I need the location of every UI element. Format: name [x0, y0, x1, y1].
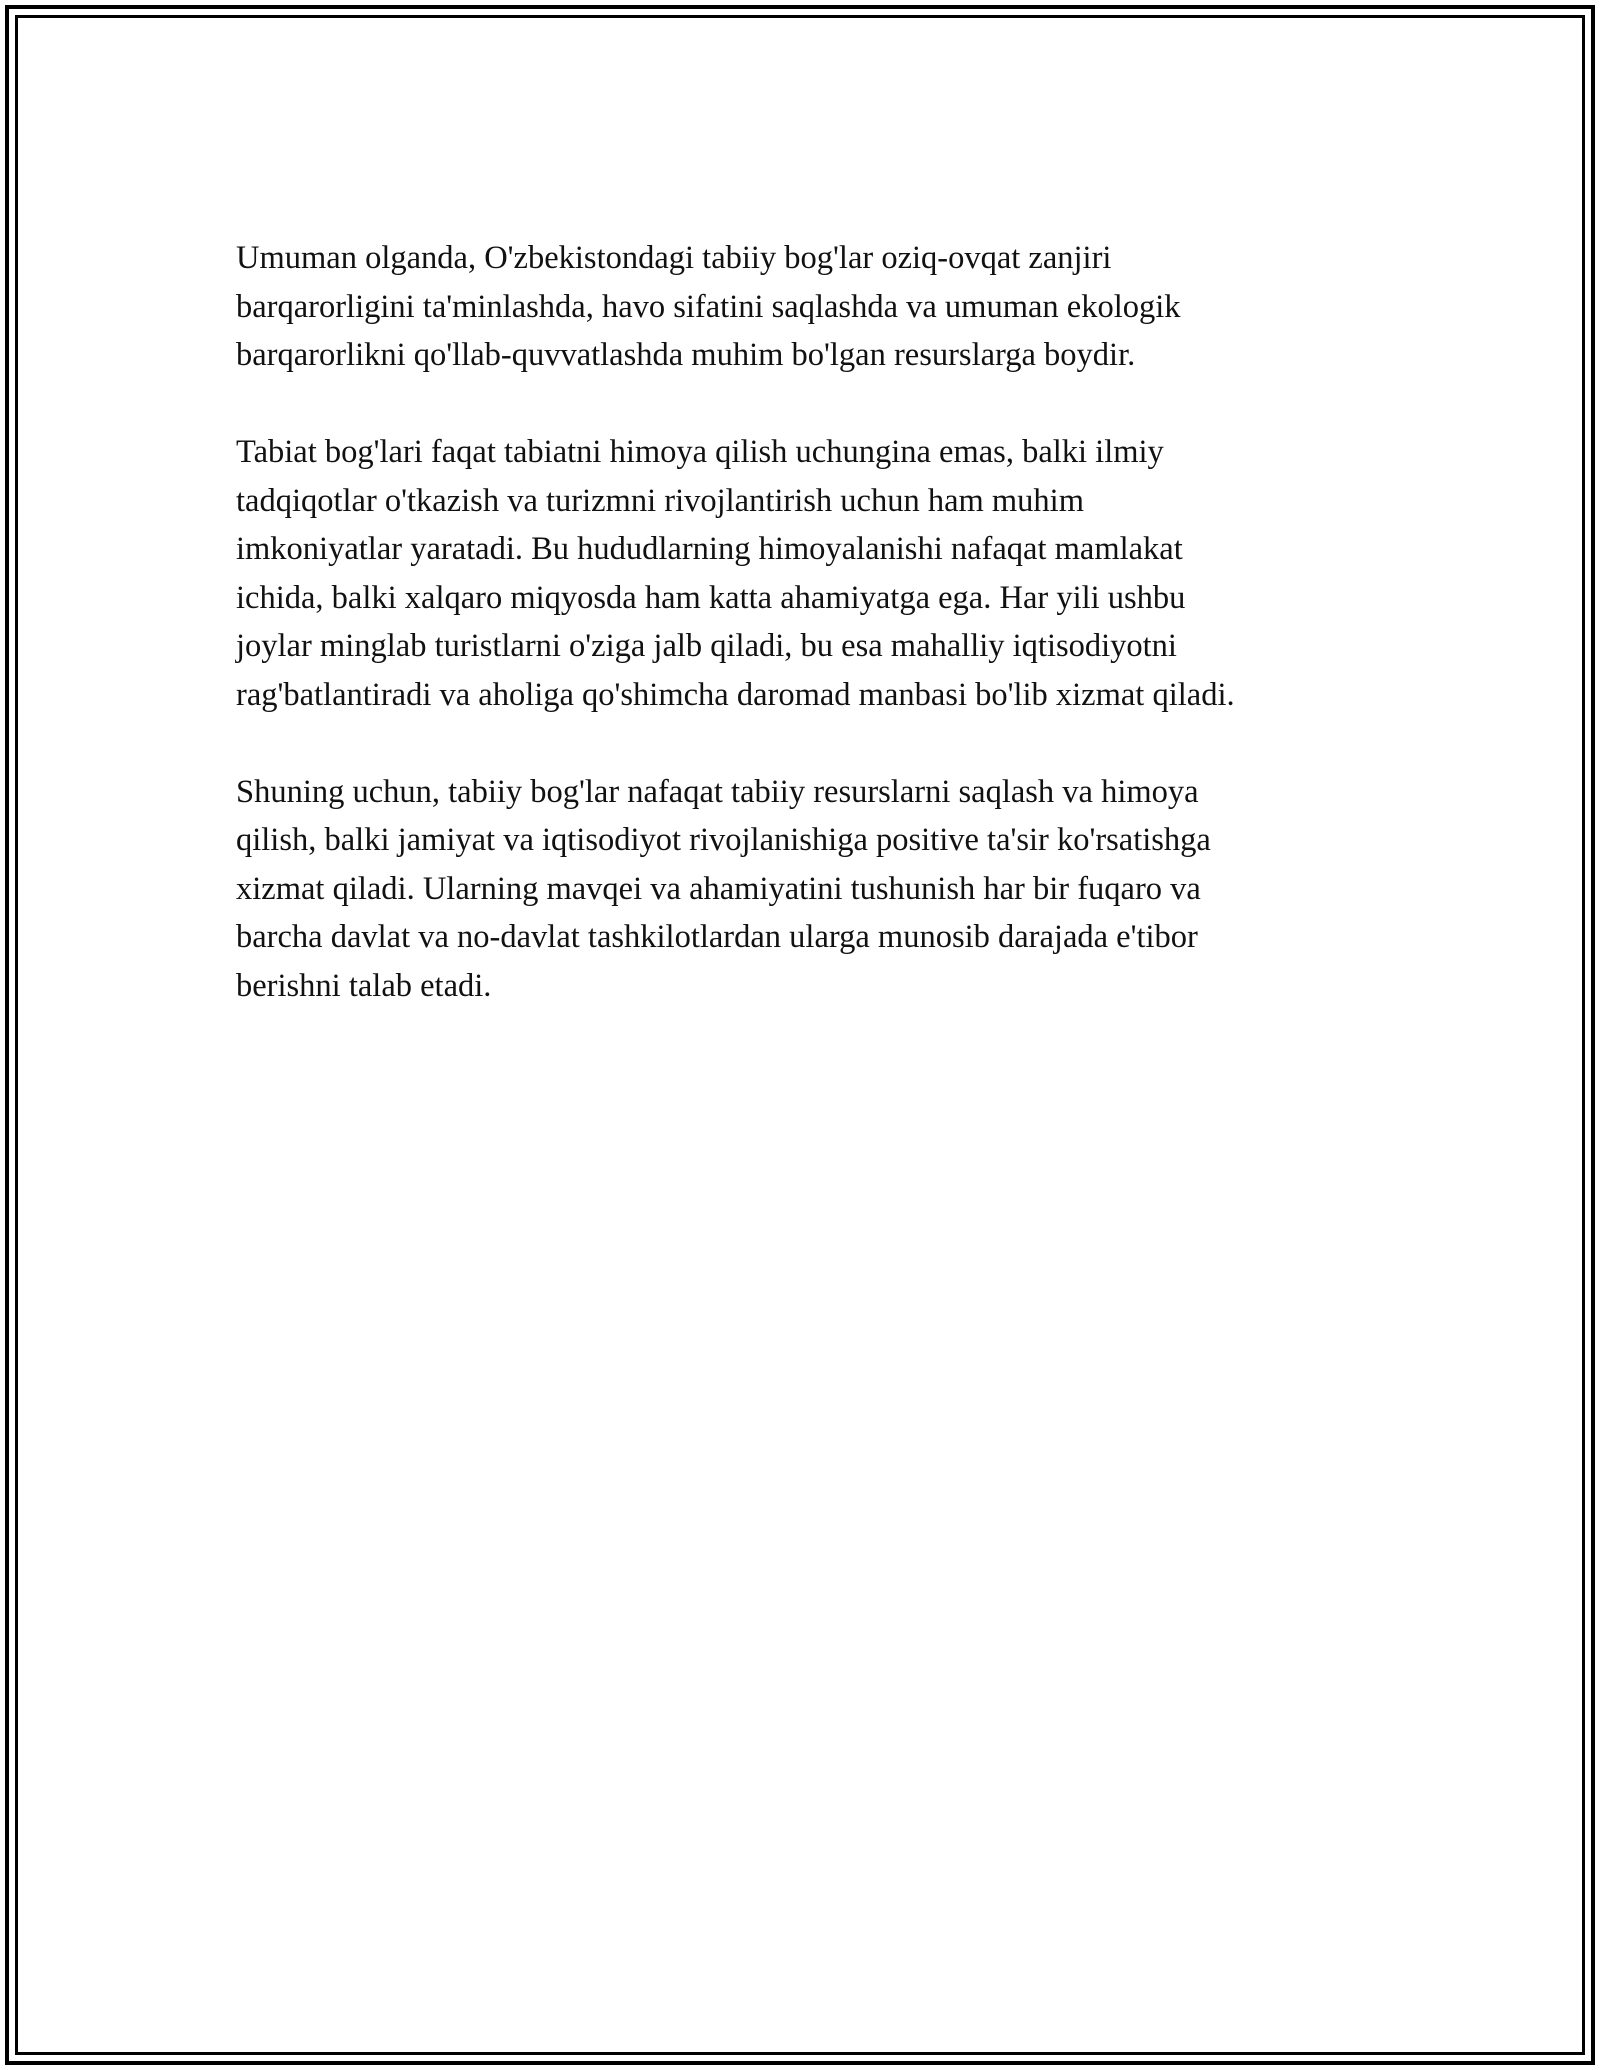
document-body	[236, 234, 1396, 1059]
text-line: berishni talab etadi.	[236, 967, 492, 1004]
text-line: barqarorlikni qo'llab-quvvatlashda muhim bo'lgan resurslarga boydir.	[236, 337, 1136, 373]
paragraph-2	[236, 428, 1396, 719]
paragraph-1	[236, 234, 1396, 380]
text-line: Tabiat bog'lari faqat tabiatni himoya qilish uchungina emas, balki ilmiy	[236, 434, 1164, 470]
text-line: ichida, balki xalqaro miqyosda ham katta ahamiyatga ega. Har yili ushbu	[236, 579, 1186, 616]
text-line: tadqiqotlar o'tkazish va turizmni rivojlantirish uchun ham muhim	[236, 482, 1084, 519]
paragraph-3	[236, 768, 1396, 1011]
text-line: qilish, balki jamiyat va iqtisodiyot rivojlanishiga positive ta'sir ko'rsatishga	[236, 822, 1211, 858]
text-line: joylar minglab turistlarni o'ziga jalb qiladi, bu esa mahalliy iqtisodiyotni	[236, 628, 1177, 664]
text-line: rag'batlantiradi va aholiga qo'shimcha daromad manbasi bo'lib xizmat qiladi.	[236, 676, 1235, 713]
text-line: xizmat qiladi. Ularning mavqei va ahamiyatini tushunish har bir fuqaro va	[236, 870, 1201, 907]
text-line: imkoniyatlar yaratadi. Bu hududlarning himoyalanishi nafaqat mamlakat	[236, 531, 1183, 567]
text-line: barqarorligini ta'minlashda, havo sifatini saqlashda va umuman ekologik	[236, 288, 1181, 325]
text-line: barcha davlat va no-davlat tashkilotlardan ularga munosib darajada e'tibor	[236, 919, 1198, 955]
text-line: Umuman olganda, O'zbekistondagi tabiiy bog'lar oziq-ovqat zanjiri	[236, 240, 1112, 276]
text-line: Shuning uchun, tabiiy bog'lar nafaqat tabiiy resurslarni saqlash va himoya	[236, 773, 1199, 810]
